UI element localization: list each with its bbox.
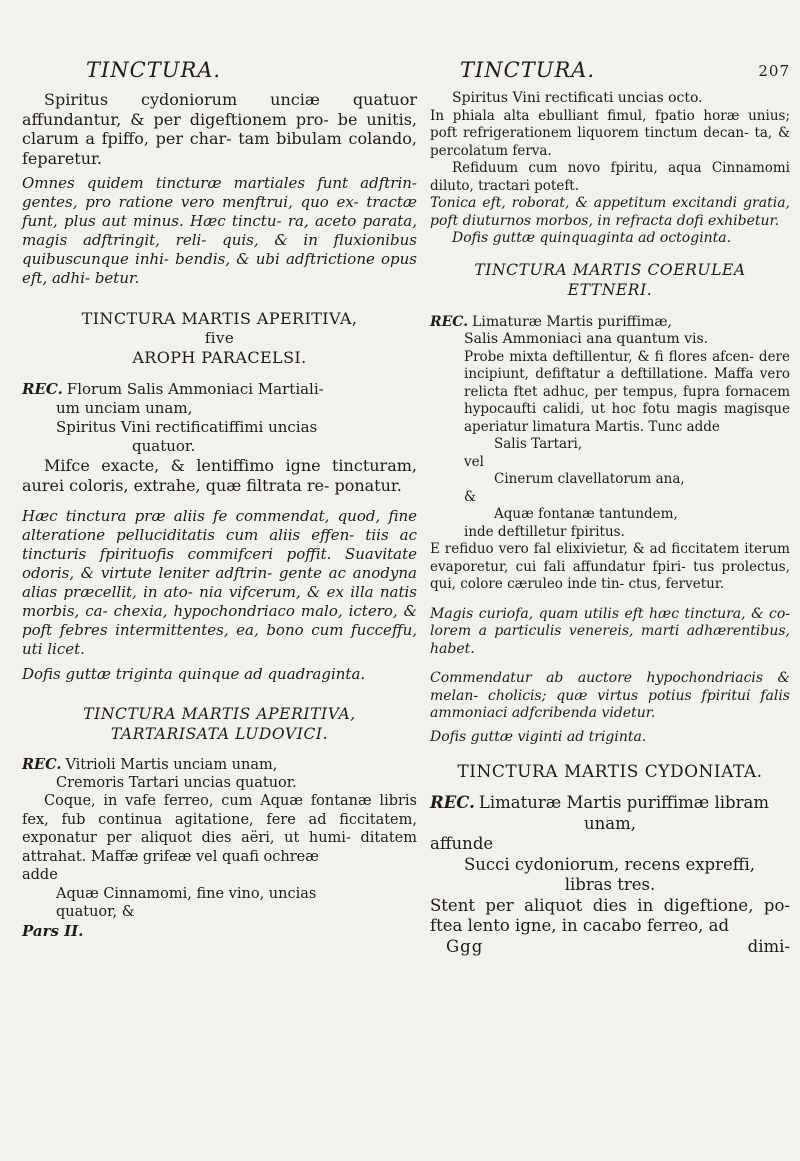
page-footer xyxy=(22,922,417,941)
commentary: Commendatur ab auctore hypochondriacis & melan- cholicis; quæ virtus potius fpiritui falis ammoniaci adfcribenda videtur. xyxy=(430,670,790,721)
connector: & xyxy=(464,488,477,505)
paragraph: Mifce exacte, & lentiffimo igne tincturam, aurei coloris, extrahe, quæ filtrata re- ponatur. xyxy=(22,456,417,495)
ingredient: quatuor, & xyxy=(56,904,135,920)
commentary: Magis curiofa, quam utilis eft hæc tinctura, & co- lorem a particulis venereis, marti adhærentibus, habet. xyxy=(430,605,790,657)
paragraph: E refiduo vero fal elixivietur, & ad ficcitatem iterum evaporetur, cui fali affundatur fpiri- tus prolectus, qui, colore cæruleo inde tin- ctus, fervetur. xyxy=(430,541,790,592)
dose: Dofis guttæ quinquaginta ad octoginta. xyxy=(452,230,732,246)
section-heading xyxy=(430,260,790,300)
heading-line: TINCTURA MARTIS APERITIVA, xyxy=(81,309,358,328)
ingredient: Florum Salis Ammoniaci Martiali- xyxy=(66,380,324,398)
heading-line: TINCTURA MARTIS APERITIVA, xyxy=(83,705,356,723)
right-running-head-wrap xyxy=(430,58,790,80)
paragraph: inde deftilletur fpiritus. xyxy=(464,523,625,540)
heading-line: AROPH PARACELSI. xyxy=(132,348,307,367)
ingredient: Aquæ Cinnamomi, fine vino, uncias xyxy=(56,885,317,902)
paragraph: Spiritus cydoniorum unciæ quatuor affundantur, & per digeftionem pro- be unitis, clarum a fpiffo, per char- tam bibulam colando, feparetur. xyxy=(22,90,417,168)
heading-line: TINCTURA MARTIS COERULEA xyxy=(474,260,746,279)
recipe-block xyxy=(430,793,790,896)
paragraph: Stent per aliquot dies in digeftione, po- ftea lento igne, in cacabo ferreo, ad xyxy=(430,895,790,935)
ingredient: Vitrioli Martis unciam unam, xyxy=(65,757,278,773)
heading-line: ETTNERI. xyxy=(567,280,653,299)
heading-line: TARTARISATA LUDOVICI. xyxy=(110,725,329,743)
signature-mark: Ggg xyxy=(446,936,484,956)
ingredient: Spiritus Vini rectificatiffimi uncias xyxy=(56,418,318,436)
connector: vel xyxy=(464,453,484,470)
rec-label: REC. xyxy=(22,380,63,398)
page-footer xyxy=(430,937,790,958)
ingredient: Aquæ fontanæ tantundem, xyxy=(494,506,678,522)
paragraph: Spiritus Vini rectificati uncias octo. xyxy=(452,90,703,106)
paragraph: In phiala alta ebulliant fimul, fpatio horæ unius; poft refrigerationem liquorem tinctum decan- ta, & percolatum ferva. xyxy=(430,107,790,159)
rec-label: REC. xyxy=(430,313,469,330)
ingredient: Cremoris Tartari uncias quatuor. xyxy=(56,775,297,791)
paragraph: Refiduum cum novo fpiritu, aqua Cinnamomi diluto, tractari poteft. xyxy=(430,160,790,194)
ingredient: Salis Tartari, xyxy=(494,436,583,452)
dose: Dofis guttæ triginta quinque ad quadraginta. xyxy=(22,665,366,683)
heading-line: five xyxy=(204,329,235,347)
right-running-head: TINCTURA. xyxy=(460,58,596,82)
rec-label: REC. xyxy=(22,756,62,773)
recipe-block xyxy=(430,314,790,349)
ingredient: unam, xyxy=(584,813,636,833)
section-heading xyxy=(22,704,417,744)
catchword: dimi- xyxy=(747,936,790,956)
footer-signature: Pars II. xyxy=(22,921,84,940)
page-number: 207 xyxy=(758,62,790,80)
commentary: Hæc tinctura præ aliis fe commendat, quod, fine alteratione pelluciditatis cum aliis effen- tiis ac tincturis fpirituofis commifceri poffit. Suavitate odoris, & virtute leniter adftrin- gente ac anodyna alias præcellit, in ato- nia vifcerum, & ex illa natis morbis, ca- chexia, hypochondriaco malo, ictero, & poft febres intermittentes, ea, bono cum fucceffu, uti licet. xyxy=(22,507,417,658)
dose: Dofis guttæ viginti ad triginta. xyxy=(430,728,647,745)
left-column xyxy=(22,0,417,941)
ingredient: libras tres. xyxy=(564,875,656,894)
instruction: affunde xyxy=(430,834,494,853)
instruction: adde xyxy=(22,867,58,883)
ingredient: Cinerum clavellatorum ana, xyxy=(494,471,685,487)
recipe-block xyxy=(22,756,417,792)
ingredient: um unciam unam, xyxy=(56,399,193,417)
right-column xyxy=(430,0,790,957)
ingredient: Limaturæ Martis puriffimæ libram xyxy=(478,793,769,812)
ingredient: quatuor. xyxy=(132,437,196,455)
section-heading: TINCTURA MARTIS CYDONIATA. xyxy=(457,762,763,782)
section-heading xyxy=(22,308,417,368)
commentary: Omnes quidem tincturæ martiales funt adftrin- gentes, pro ratione vero menftrui, quo ex- tractæ funt, plus aut minus. Hæc tinctu- ra, aceto parata, magis adftringit, reli- quis, & in fluxionibus quibuscunque inhi- bendis, & ubi adftrictione opus eft, adhi- betur. xyxy=(22,174,417,287)
left-running-head: TINCTURA. xyxy=(86,58,222,82)
paragraph: Probe mixta deftillentur, & fi flores afcen- dere incipiunt, defiftatur a deftillatione. Maffa vero relicta ftet adhuc, per tempus, fupra fornacem hypocaufti calidi, ut hoc fotu magis magisque aperiatur limatura Martis. Tunc adde xyxy=(464,348,790,435)
recipe-block xyxy=(22,380,417,456)
ingredient: Limaturæ Martis puriffimæ, xyxy=(472,313,672,330)
commentary: Tonica eft, roborat, & appetitum excitandi gratia, poft diuturnos morbos, in refracta dofi exhibetur. xyxy=(430,195,790,229)
ingredient: Succi cydoniorum, recens expreffi, xyxy=(464,854,756,874)
ingredient: Salis Ammoniaci ana quantum vis. xyxy=(464,331,709,347)
paragraph: Coque, in vafe ferreo, cum Aquæ fontanæ libris fex, fub continua agitatione, fere ad ficcitatem, exponatur per aliquot dies aëri, ut humi- ditatem attrahat. Maffæ grifeæ vel quafi ochreæ xyxy=(22,793,417,865)
rec-label: REC. xyxy=(430,793,475,812)
